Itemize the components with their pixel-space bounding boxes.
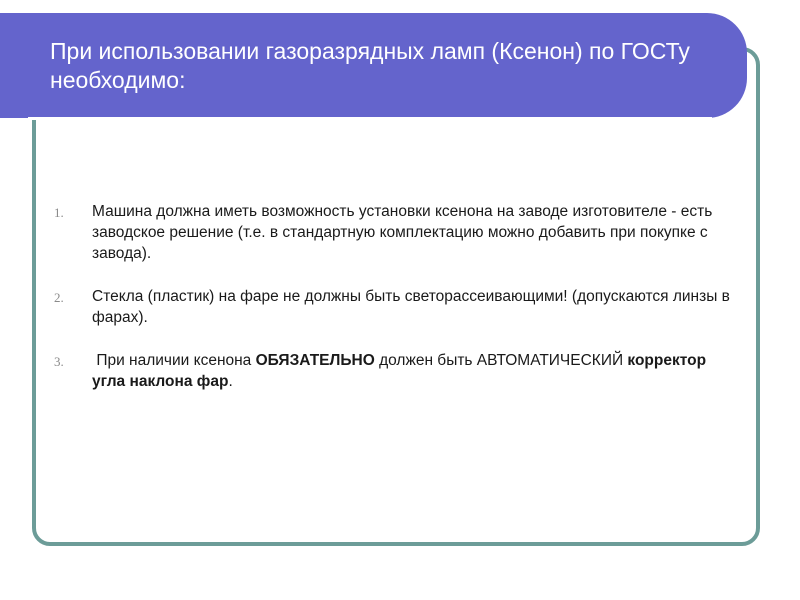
- requirements-list: [54, 201, 734, 392]
- slide-title: При использовании газоразрядных ламп (Ксенон) по ГОСТу необходимо:: [50, 38, 690, 93]
- list-item-text-part: При наличии ксенона: [92, 352, 256, 369]
- list-item-text: Стекла (пластик) на фаре не должны быть светорассеивающими! (допускаются линзы в фарах).: [92, 288, 730, 326]
- list-item-text-part: .: [228, 373, 233, 390]
- emphasis-headlight-corrector: корректор угла наклона фар: [92, 352, 707, 390]
- emphasis-mandatory: ОБЯЗАТЕЛЬНО: [255, 352, 375, 369]
- list-number: 3.: [54, 354, 64, 369]
- list-item: [54, 350, 734, 392]
- title-underline: [28, 117, 712, 120]
- list-item-text-part: должен быть АВТОМАТИЧЕСКИЙ: [374, 352, 628, 369]
- list-item-text: Машина должна иметь возможность установки ксенона на заводе изготовителе - есть заводское решение (т.е. в стандартную комплектацию можно добавить при покупке с завода).: [92, 203, 713, 262]
- list-number: 2.: [54, 290, 64, 305]
- list-item: [54, 201, 734, 264]
- list-number: 1.: [54, 205, 64, 220]
- list-item: [54, 286, 734, 328]
